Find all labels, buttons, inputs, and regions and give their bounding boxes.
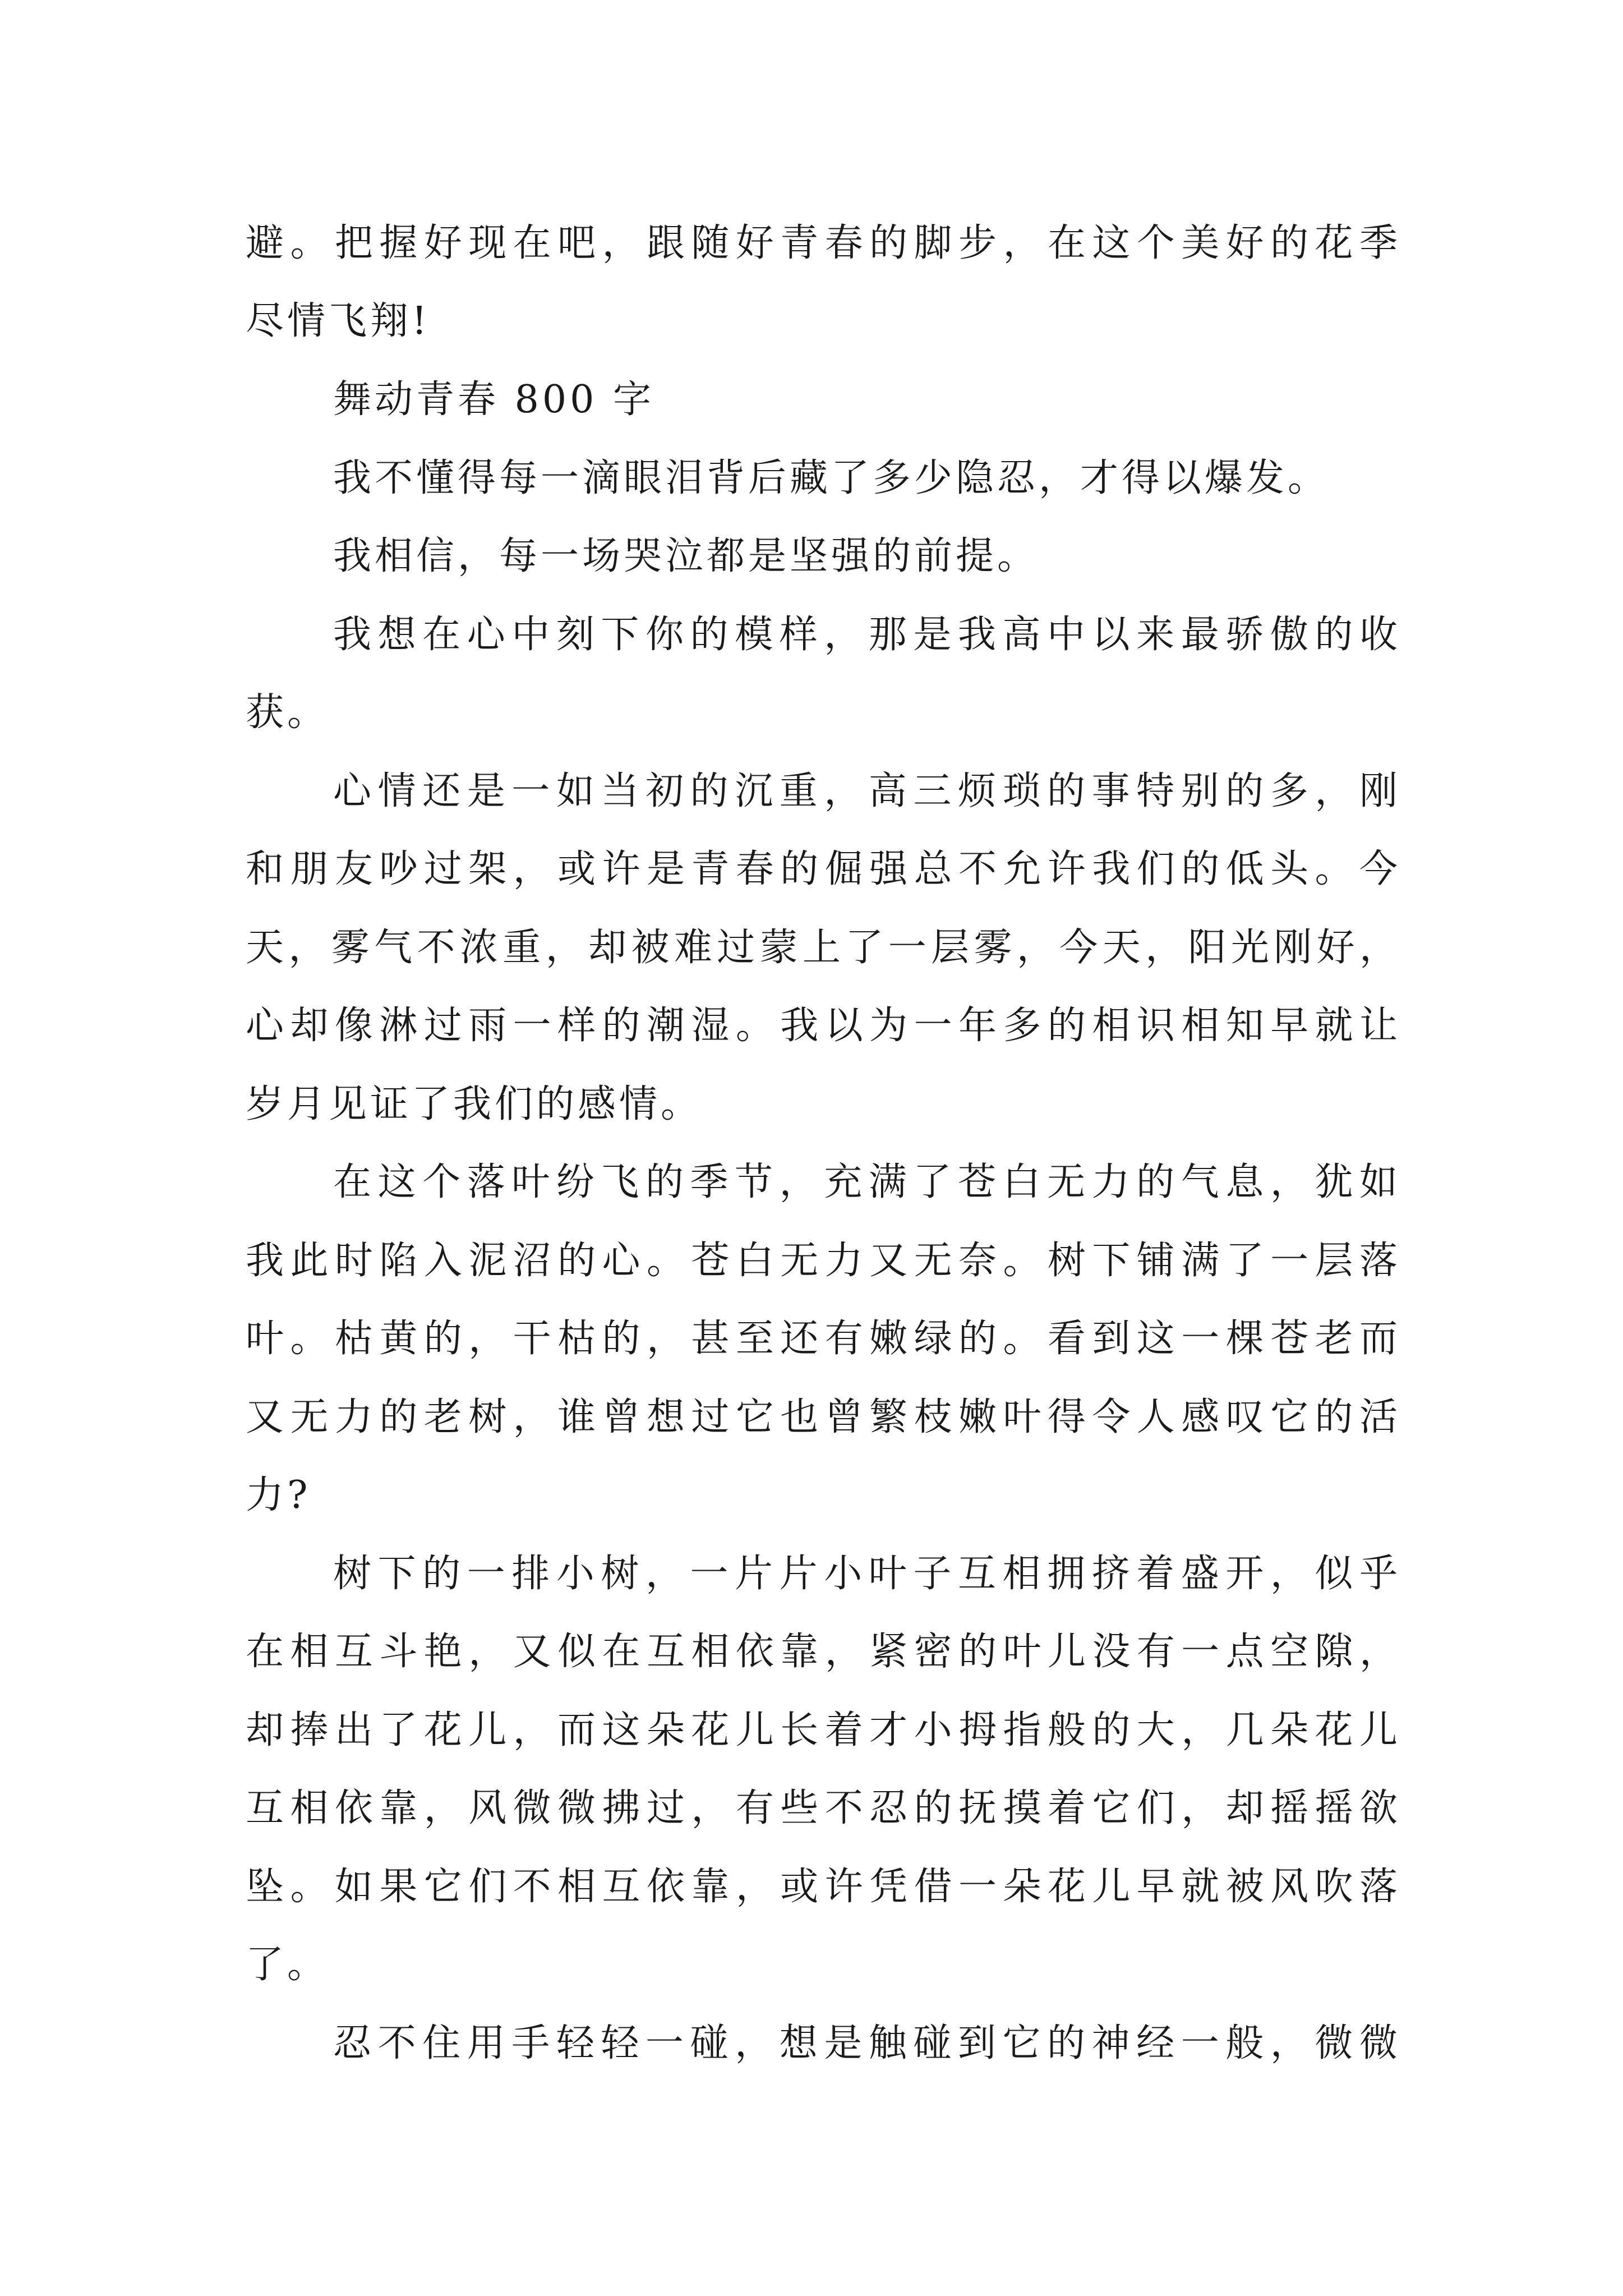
text-line: 了。: [246, 1943, 329, 1987]
text-line: 我不懂得每一滴眼泪背后藏了多少隐忍，才得以爆发。: [333, 456, 1330, 500]
text-line: 心却像淋过雨一样的潮湿。我以为一年多的相识相知早就让: [246, 1004, 1401, 1048]
text-line: 岁月见证了我们的感情。: [246, 1082, 703, 1126]
text-line: 心情还是一如当初的沉重，高三烦琐的事特别的多，刚: [333, 769, 1401, 813]
text-line: 却捧出了花儿，而这朵花儿长着才小拇指般的大，几朵花儿: [246, 1708, 1401, 1752]
text-line: 在相互斗艳，又似在互相依靠，紧密的叶儿没有一点空隙，: [246, 1630, 1401, 1674]
text-line: 互相依靠，风微微拂过，有些不忍的抚摸着它们，却摇摇欲: [246, 1786, 1401, 1830]
text-line: 坠。如果它们不相互依靠，或许凭借一朵花儿早就被风吹落: [246, 1865, 1401, 1909]
text-line: 和朋友吵过架，或许是青春的倔强总不允许我们的低头。今: [246, 847, 1401, 891]
text-line: 在这个落叶纷飞的季节，充满了苍白无力的气息，犹如: [333, 1160, 1401, 1204]
text-line: 尽情飞翔!: [246, 299, 431, 343]
text-line: 避。把握好现在吧，跟随好青春的脚步，在这个美好的花季: [246, 221, 1401, 265]
text-line: 忍不住用手轻轻一碰，想是触碰到它的神经一般，微微: [333, 2021, 1401, 2065]
text-line: 又无力的老树，谁曾想过它也曾繁枝嫩叶得令人感叹它的活: [246, 1395, 1401, 1439]
text-line: 天，雾气不浓重，却被难过蒙上了一层雾，今天，阳光刚好，: [246, 926, 1401, 970]
section-title: 舞动青春 800 字: [333, 378, 655, 422]
text-line: 获。: [246, 691, 329, 735]
text-line: 我此时陷入泥沼的心。苍白无力又无奈。树下铺满了一层落: [246, 1239, 1401, 1283]
text-line: 我想在心中刻下你的模样，那是我高中以来最骄傲的收: [333, 613, 1401, 657]
text-line: 树下的一排小树，一片片小叶子互相拥挤着盛开，似乎: [333, 1552, 1401, 1596]
text-line: 力?: [246, 1473, 311, 1517]
text-line: 我相信，每一场哭泣都是坚强的前提。: [333, 534, 1039, 578]
text-line: 叶。枯黄的，干枯的，甚至还有嫩绿的。看到这一棵苍老而: [246, 1317, 1401, 1361]
